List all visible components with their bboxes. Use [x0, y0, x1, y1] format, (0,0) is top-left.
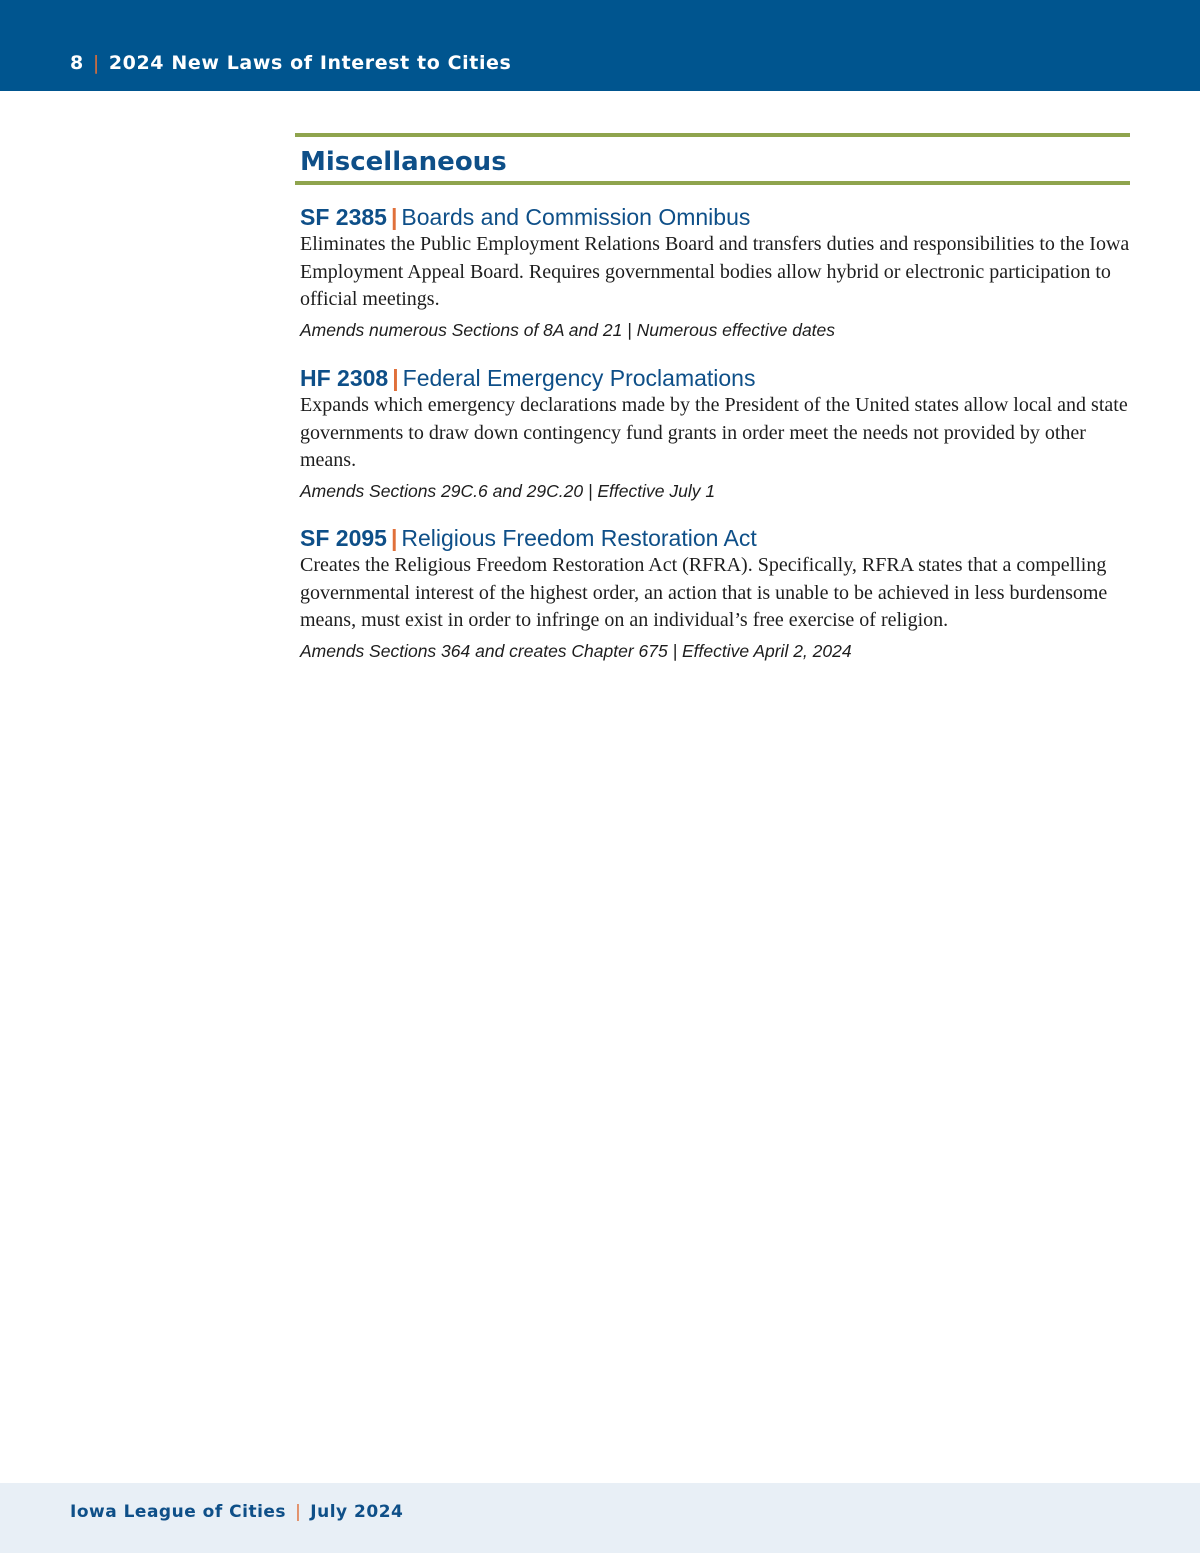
footer-separator: |	[295, 1502, 302, 1522]
running-footer	[70, 1502, 403, 1522]
page-number: 8	[70, 52, 84, 74]
law-description: Eliminates the Public Employment Relations Board and transfers duties and responsibilities to the Iowa Employment Appeal Board. Requires governmental bodies allow hybrid or electronic participation to official meetings.	[300, 233, 1130, 310]
section-title: Miscellaneous	[300, 147, 507, 177]
law-separator: |	[392, 365, 399, 391]
law-title: Religious Freedom Restoration Act	[401, 525, 757, 551]
law-code: SF 2385	[300, 204, 387, 230]
law-description: Expands which emergency declarations made by the President of the United states allow local and state governments to draw down contingency fund grants in order meet the needs not provided by other means.	[300, 394, 1128, 471]
law-reference: Amends Sections 29C.6 and 29C.20 | Effective July 1	[300, 480, 716, 501]
law-heading	[300, 203, 1135, 231]
header-band	[0, 0, 1200, 91]
law-reference: Amends numerous Sections of 8A and 21 | Numerous effective dates	[300, 319, 836, 340]
law-description: Creates the Religious Freedom Restoration Act (RFRA). Specifically, RFRA states that a compelling governmental interest of the highest order, an action that is unable to be achieved in less burdensome means, must exist in order to infringe on an individual’s free exercise of religion.	[300, 554, 1108, 631]
footer-date: July 2024	[310, 1502, 404, 1522]
law-code: SF 2095	[300, 525, 387, 551]
section-miscellaneous	[295, 133, 1130, 185]
law-heading	[300, 364, 1135, 392]
footer-organization: Iowa League of Cities	[70, 1502, 287, 1522]
law-heading	[300, 524, 1135, 552]
section-bottom-rule	[295, 181, 1130, 185]
law-reference: Amends Sections 364 and creates Chapter 675 | Effective April 2, 2024	[300, 640, 852, 661]
law-entry	[300, 364, 1135, 503]
law-title: Boards and Commission Omnibus	[401, 204, 751, 230]
law-separator: |	[390, 525, 398, 551]
law-entry	[300, 524, 1135, 663]
law-separator: |	[390, 204, 398, 230]
law-title: Federal Emergency Proclamations	[402, 365, 756, 391]
law-entry	[300, 203, 1135, 342]
header-separator: |	[92, 52, 100, 74]
running-header	[70, 52, 511, 74]
law-code: HF 2308	[300, 365, 389, 391]
document-title: 2024 New Laws of Interest to Cities	[108, 52, 512, 74]
